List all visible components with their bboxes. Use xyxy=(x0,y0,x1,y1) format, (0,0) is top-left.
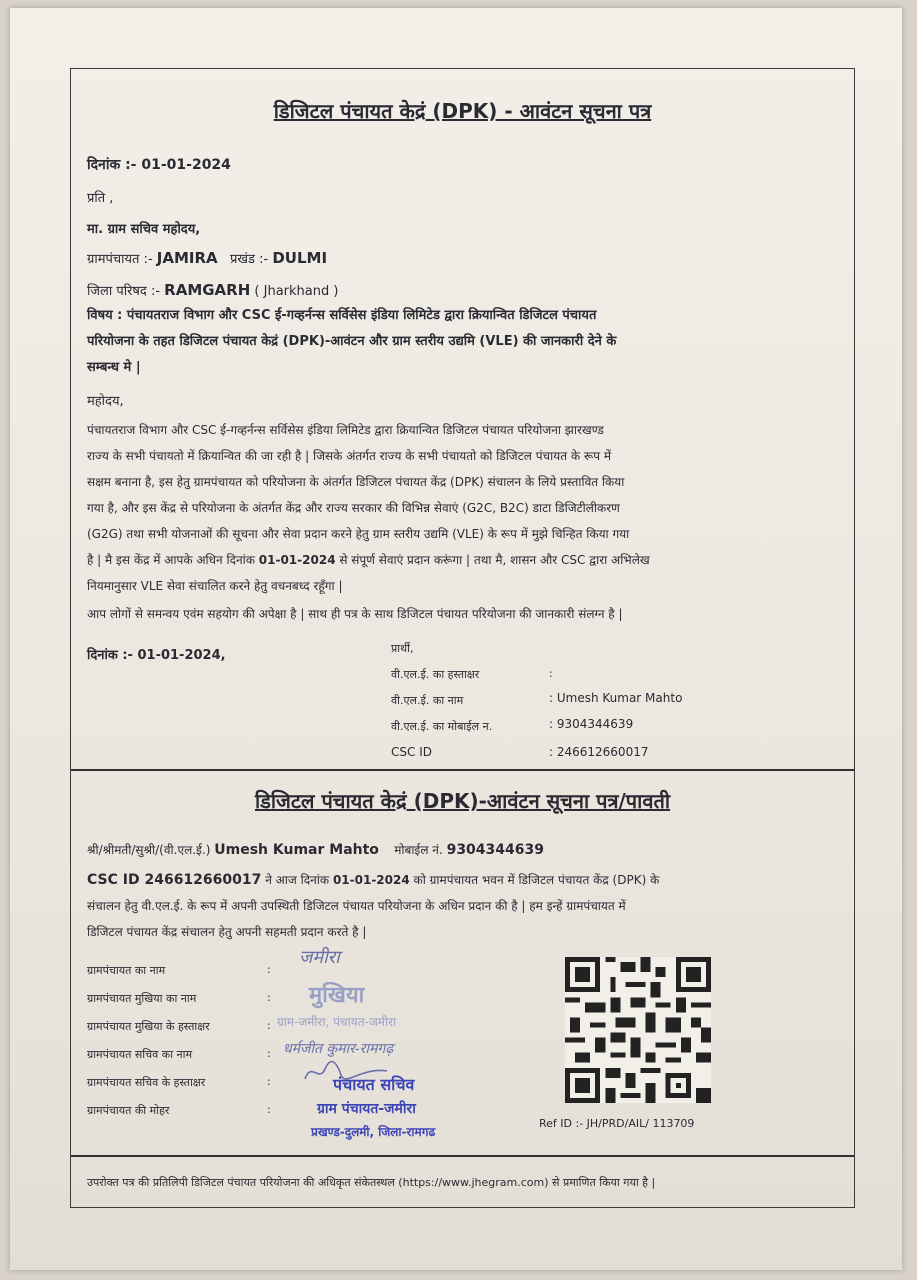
section-divider xyxy=(71,769,854,771)
field-sep: : xyxy=(267,1019,271,1032)
csc-value: : 246612660017 xyxy=(549,745,649,759)
subject-line-3: सम्बन्ध मे | xyxy=(87,360,141,375)
vle-name-value: : Umesh Kumar Mahto xyxy=(549,691,683,705)
field-seal-label: ग्रामपंचायत की मोहर xyxy=(87,1104,170,1117)
receipt-csc-line xyxy=(87,871,659,888)
field-sachiv-name-label: ग्रामपंचायत सचिव का नाम xyxy=(87,1048,193,1061)
field-mukhiya-sign-label: ग्रामपंचायत मुखिया के हस्ताक्षर xyxy=(87,1020,210,1033)
mobile-value: 9304344639 xyxy=(446,842,544,858)
footer-date: दिनांक :- 01-01-2024, xyxy=(87,648,226,663)
receipt-title: डिजिटल पंचायत केद्रं (DPK)-आवंटन सूचना पत्र/पावती xyxy=(254,789,671,813)
person-name: Umesh Kumar Mahto xyxy=(214,842,379,858)
body-line-6 xyxy=(87,551,650,568)
vle-mobile-label: वी.एल.ई. का मोबाईल न. xyxy=(391,720,493,733)
gp-label: ग्रामपंचायत :- xyxy=(87,252,157,267)
cooperation-line: आप लोगों से समन्वय एवंम सहयोग की अपेक्षा है | साथ ही पत्र के साथ डिजिटल पंचायत परियोजना की जानकारी संलग्न है | xyxy=(87,607,623,621)
handwritten-sachiv-name: धर्मजीत कुमार-रामगढ़ xyxy=(283,1041,394,1057)
csc-line-b: ने आज दिनांक xyxy=(261,873,333,887)
sachiv-stamp: पंचायत सचिव xyxy=(333,1075,415,1094)
gp-value: JAMIRA xyxy=(156,249,218,267)
ref-id: Ref ID :- JH/PRD/AIL/ 113709 xyxy=(539,1117,695,1130)
gp-stamp: ग्राम पंचायत-जमीरा xyxy=(317,1101,416,1117)
body-line-5: (G2G) तथा सभी योजनाओं की सूचना और सेवा प्रदान करने हेतु ग्राम स्तरीय उद्यमि (VLE) के रूप में मुझे चिन्हित किया गया xyxy=(87,527,630,541)
letter-title: डिजिटल पंचायत केद्रं (DPK) - आवंटन सूचना पत्र xyxy=(273,99,652,123)
body-line-2: राज्य के सभी पंचायतो में क्रियान्वित की जा रही है | जिसके अंतर्गत राज्य के सभी पंचायतो को डिजिटल पंचायत के रूप में xyxy=(87,449,612,463)
csc-id-bold: CSC ID 246612660017 xyxy=(87,872,262,888)
body-line-4: गया है, और इस केंद्र से परियोजना के अंतर्गत केंद्र और राज्य सरकार की विभिन्न सेवाएं (G2C, B2C) डाटा डिजिटीलीकरण xyxy=(87,501,620,515)
body-line-3: सक्षम बनाना है, इस हेतु ग्रामपंचायत को परियोजना के अंतर्गत डिजिटल पंचायत केंद्र (DPK) संचालन के लिये प्रस्तावित किया xyxy=(87,475,625,489)
field-sep: : xyxy=(267,1103,271,1116)
applicant-label: प्रार्थी, xyxy=(391,642,414,655)
date-line: दिनांक :- 01-01-2024 xyxy=(87,157,231,173)
letter-frame xyxy=(70,68,855,1208)
csc-line-c: को ग्रामपंचायत भवन में डिजिटल पंचायत केंद्र (DPK) के xyxy=(409,873,660,887)
district-line xyxy=(87,281,338,299)
body-line-6-date: 01-01-2024 xyxy=(258,553,336,567)
csc-line-date: 01-01-2024 xyxy=(332,873,410,887)
district-value: RAMGARH xyxy=(164,281,251,299)
mukhiya-stamp-sub: ग्राम-जमीरा, पंचायत-जमीरा xyxy=(277,1015,397,1029)
district-label: जिला परिषद :- xyxy=(87,284,165,299)
field-mukhiya-name-label: ग्रामपंचायत मुखिया का नाम xyxy=(87,992,197,1005)
state-value: ( Jharkhand ) xyxy=(254,284,339,299)
vle-sign-value: : xyxy=(549,667,553,680)
field-sep: : xyxy=(267,1047,271,1060)
vle-sign-label: वी.एल.ई. का हस्ताक्षर xyxy=(391,668,480,681)
block-value: DULMI xyxy=(272,249,328,267)
vle-name-label: वी.एल.ई. का नाम xyxy=(391,694,464,707)
field-sachiv-sign-label: ग्रामपंचायत सचिव के हस्ताक्षर xyxy=(87,1076,206,1089)
mobile-label: मोबाईल नं. xyxy=(394,843,447,857)
receipt-person-line xyxy=(87,841,544,858)
footer-divider xyxy=(71,1155,854,1157)
body-line-7: नियमानुसार VLE सेवा संचालित करने हेतु वचनबध्द रहूँगा | xyxy=(87,579,343,593)
body-line-1: पंचायतराज विभाग और CSC ई-गव्हर्नन्स सर्विसेस इंडिया लिमिटेड द्वारा क्रियान्वित डिजिटल पंचायत परियोजना झारखण्ड xyxy=(87,423,604,437)
receipt-line-3: डिजिटल पंचायत केंद्र संचालन हेतु अपनी सहमती प्रदान करते है | xyxy=(87,925,367,939)
block-stamp: प्रखण्ड-दुलमी, जिला-रामगढ xyxy=(311,1125,436,1139)
footer-note: उपरोक्त पत्र की प्रतिलिपी डिजिटल पंचायत परियोजना की अधिकृत संकेतस्थल (https://www.jhegram.com) से प्रमाणित किया गया है | xyxy=(87,1176,656,1189)
subject-line-2: परियोजना के तहत डिजिटल पंचायत केद्रं (DPK)-आवंटन और ग्राम स्तरीय उद्यमि (VLE) की जानकारी देने के xyxy=(87,334,617,349)
body-line-6a: है | मै इस केंद्र में आपके अधिन दिनांक xyxy=(87,553,259,567)
addressee: मा. ग्राम सचिव महोदय, xyxy=(87,222,201,237)
to-line: प्रति , xyxy=(87,191,114,206)
handwritten-gp-name: जमीरा xyxy=(299,947,340,968)
field-gp-name-label: ग्रामपंचायत का नाम xyxy=(87,964,166,977)
csc-label: CSC ID xyxy=(391,745,432,759)
vle-mobile-value: : 9304344639 xyxy=(549,717,634,731)
mukhiya-stamp: मुखिया xyxy=(309,983,365,1008)
gp-block-line xyxy=(87,249,327,267)
document-page xyxy=(10,8,902,1270)
block-label: प्रखंड :- xyxy=(230,252,273,267)
person-prefix: श्री/श्रीमती/सुश्री/(वी.एल.ई.) xyxy=(87,843,215,857)
body-line-6b: से संपूर्ण सेवाएं प्रदान करूंगा | तथा मै, शासन और CSC द्वारा अभिलेख xyxy=(335,553,650,567)
salutation: महोदय, xyxy=(87,394,124,409)
qr-code xyxy=(565,957,711,1103)
subject-line-1: विषय : पंचायतराज विभाग और CSC ई-गव्हर्नन्स सर्विसेस इंडिया लिमिटेड द्वारा क्रियान्वित डिजिटल पंचायत xyxy=(87,308,597,323)
receipt-line-2: संचालन हेतु वी.एल.ई. के रूप में अपनी उपस्थिती डिजिटल पंचायत परियोजना के अधिन प्रदान की है | हम इन्हें ग्रामपंचायत में xyxy=(87,899,626,913)
field-sep: : xyxy=(267,991,271,1004)
field-sep: : xyxy=(267,1075,271,1088)
field-sep: : xyxy=(267,963,271,976)
